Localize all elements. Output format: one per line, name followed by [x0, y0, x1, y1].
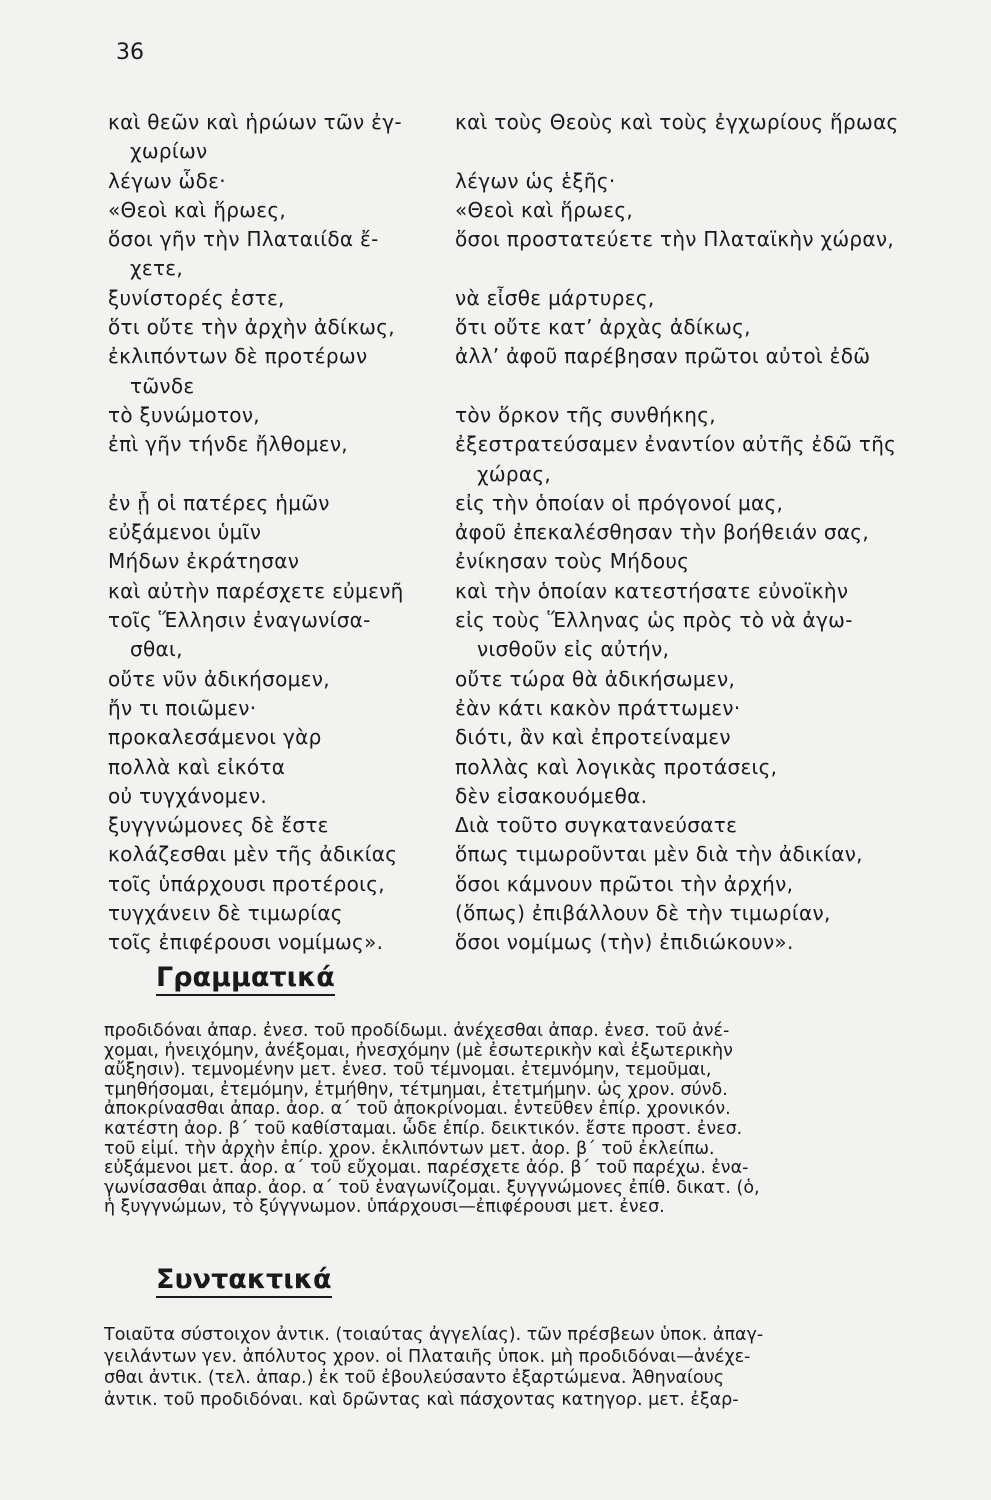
- translation-line: δὲν εἰσακουόμεθα.: [455, 783, 648, 808]
- grammar-heading: Γραμματικά: [156, 962, 335, 996]
- translation-line: καὶ τοὺς Θεοὺς καὶ τοὺς ἐγχωρίους ἥρωας: [455, 110, 899, 134]
- ancient-text-line: τὸ ξυνώμοτον,: [108, 402, 260, 427]
- ancient-text-line: καὶ θεῶν καὶ ἡρώων τῶν ἐγ-: [108, 110, 402, 134]
- translation-line: [455, 137, 965, 166]
- ancient-text-line: χωρίων: [130, 139, 208, 164]
- ancient-text-line: ἐν ᾗ οἱ πατέρες ἡμῶν: [108, 490, 330, 515]
- ancient-text-line: [108, 460, 448, 489]
- grammar-note-line: κατέστη ἀορ. β΄ τοῦ καθίσταμαι. ὧδε ἐπίρ. δεικτικόν. ἔστε προστ. ἐνεσ.: [104, 1118, 743, 1139]
- translation-line: [455, 254, 965, 283]
- page-number: 36: [116, 40, 144, 65]
- grammar-note-line: χομαι, ἠνειχόμην, ἀνέξομαι, ἠνεσχόμην (μὲ ἐσωτερικὴν καὶ ἐξωτερικὴν: [104, 1040, 733, 1061]
- translation-line: ὅσοι νομίμως (τὴν) ἐπιδιώκουν».: [455, 930, 794, 955]
- ancient-text-line: «Θεοὶ καὶ ἥρωες,: [108, 197, 287, 222]
- ancient-text-line: προκαλεσάμενοι γὰρ: [108, 725, 322, 750]
- syntax-heading: Συντακτικά: [156, 1264, 332, 1298]
- translation-line: διότι, ἂν καὶ ἐπροτείναμεν: [455, 725, 731, 750]
- ancient-text-line: κολάζεσθαι μὲν τῆς ἀδικίας: [108, 842, 398, 867]
- ancient-text-line: ὅσοι γῆν τὴν Πλαταιίδα ἔ-: [108, 227, 379, 252]
- syntax-note-line: ἀντικ. τοῦ προδιδόναι. καὶ δρῶντας καὶ πάσχοντας κατηγορ. μετ. ἐξαρ-: [104, 1389, 739, 1410]
- ancient-text-line: οὔτε νῦν ἀδικήσομεν,: [108, 666, 330, 691]
- translation-line: τὸν ὅρκον τῆς συνθήκης,: [455, 402, 716, 427]
- translation-line: νὰ εἶσθε μάρτυρες,: [455, 285, 655, 310]
- ancient-text-line: τοῖς ὑπάρχουσι προτέροις,: [108, 871, 385, 896]
- translation-line: ἐνίκησαν τοὺς Μήδους: [455, 549, 690, 574]
- syntax-note-line: Τοιαῦτα σύστοιχον ἀντικ. (τοιαύτας ἀγγελίας). τῶν πρέσβεων ὑποκ. ἀπαγ-: [104, 1325, 764, 1345]
- ancient-text-line: τῶνδε: [130, 373, 195, 398]
- translation-line: καὶ τὴν ὁποίαν κατεστήσατε εὐνοϊκὴν: [455, 578, 849, 603]
- ancient-text-line: ἤν τι ποιῶμεν·: [108, 695, 257, 720]
- grammar-note-line: ἡ ξυγγνώμων, τὸ ξύγγνωμον. ὑπάρχουσι—ἐπιφέρουσι μετ. ἐνεσ.: [104, 1197, 665, 1218]
- ancient-text-line: τοῖς Ἕλλησιν ἐναγωνίσα-: [108, 608, 371, 633]
- translation-line: [455, 372, 965, 401]
- translation-line: εἰς τοὺς Ἕλληνας ὡς πρὸς τὸ νὰ ἀγω-: [455, 608, 853, 633]
- translation-line: πολλὰς καὶ λογικὰς προτάσεις,: [455, 754, 778, 779]
- translation-line: ὅπως τιμωροῦνται μὲν διὰ τὴν ἀδικίαν,: [455, 842, 863, 867]
- translation-line: ἀφοῦ ἐπεκαλέσθησαν τὴν βοήθειάν σας,: [455, 520, 870, 545]
- ancient-text-line: εὐξάμενοι ὑμῖν: [108, 520, 262, 545]
- translation-line: ἐὰν κάτι κακὸν πράττωμεν·: [455, 695, 741, 720]
- translation-column: [455, 108, 965, 958]
- translation-line: οὔτε τώρα θὰ ἀδικήσωμεν,: [455, 666, 736, 691]
- grammar-notes: [104, 1022, 934, 1218]
- ancient-text-line: τοῖς ἐπιφέρουσι νομίμως».: [108, 930, 384, 955]
- grammar-note-line: τοῦ εἰμί. τὴν ἀρχὴν ἐπίρ. χρον. ἐκλιπόντων μετ. ἀορ. β΄ τοῦ ἐκλείπω.: [104, 1138, 715, 1159]
- ancient-text-line: ἐκλιπόντων δὲ προτέρων: [108, 344, 368, 369]
- grammar-note-line: αὔξησιν). τεμνομένην μετ. ἐνεσ. τοῦ τέμνομαι. ἐτεμνόμην, τεμοῦμαι,: [104, 1060, 712, 1081]
- translation-line: ὅσοι προστατεύετε τὴν Πλαταϊκὴν χώραν,: [455, 227, 894, 252]
- ancient-text-line: ξυνίστορές ἐστε,: [108, 285, 285, 310]
- ancient-text-line: χετε,: [130, 256, 184, 281]
- ancient-text-line: ξυγγνώμονες δὲ ἔστε: [108, 813, 329, 838]
- ancient-text-line: καὶ αὐτὴν παρέσχετε εὐμενῆ: [108, 578, 404, 603]
- syntax-note-line: γειλάντων γεν. ἀπόλυτος χρον. οἱ Πλαταιῆς ὑποκ. μὴ προδιδόναι—ἀνέχε-: [104, 1346, 751, 1367]
- translation-line: Διὰ τοῦτο συγκατανεύσατε: [455, 813, 738, 838]
- translation-line: ὅτι οὔτε κατ’ ἀρχὰς ἀδίκως,: [455, 315, 751, 340]
- ancient-text-line: τυγχάνειν δὲ τιμωρίας: [108, 901, 343, 926]
- translation-line: νισθοῦν εἰς αὐτήν,: [477, 637, 670, 662]
- ancient-text-column: [108, 108, 448, 958]
- ancient-text-line: Μήδων ἐκράτησαν: [108, 549, 300, 574]
- translation-line: λέγων ὡς ἑξῆς·: [455, 168, 616, 193]
- translation-line: εἰς τὴν ὁποίαν οἱ πρόγονοί μας,: [455, 490, 784, 515]
- translation-line: (ὅπως) ἐπιβάλλουν δὲ τὴν τιμωρίαν,: [455, 901, 831, 926]
- ancient-text-line: ὅτι οὔτε τὴν ἀρχὴν ἀδίκως,: [108, 315, 395, 340]
- ancient-text-line: σθαι,: [130, 637, 183, 662]
- grammar-note-line: εὐξάμενοι μετ. ἀορ. α΄ τοῦ εὔχομαι. παρέσχετε ἀόρ. β΄ τοῦ παρέχω. ἐνα-: [104, 1158, 749, 1179]
- ancient-text-line: ἐπὶ γῆν τήνδε ἤλθομεν,: [108, 432, 348, 457]
- ancient-text-line: οὐ τυγχάνομεν.: [108, 783, 268, 808]
- grammar-note-line: τμηθήσομαι, ἐτεμόμην, ἐτμήθην, τέτμημαι, ἐτετμήμην. ὡς χρον. σύνδ.: [104, 1079, 728, 1100]
- grammar-note-line: προδιδόναι ἀπαρ. ἐνεσ. τοῦ προδίδωμι. ἀνέχεσθαι ἀπαρ. ἐνεσ. τοῦ ἀνέ-: [104, 1021, 730, 1041]
- grammar-note-line: ἀποκρίνασθαι ἀπαρ. ἀορ. α΄ τοῦ ἀποκρίνομαι. ἐντεῦθεν ἐπίρ. χρονικόν.: [104, 1099, 731, 1120]
- translation-line: ἀλλ’ ἀφοῦ παρέβησαν πρῶτοι αὐτοὶ ἐδῶ: [455, 344, 871, 369]
- ancient-text-line: λέγων ὧδε·: [108, 168, 226, 193]
- grammar-note-line: γωνίσασθαι ἀπαρ. ἀορ. α΄ τοῦ ἐναγωνίζομαι. ξυγγνώμονες ἐπίθ. δικατ. (ὁ,: [104, 1177, 760, 1198]
- translation-line: ὅσοι κάμνουν πρῶτοι τὴν ἀρχήν,: [455, 871, 794, 896]
- ancient-text-line: πολλὰ καὶ εἰκότα: [108, 754, 286, 779]
- syntax-note-line: σθαι ἀντικ. (τελ. ἀπαρ.) ἐκ τοῦ ἐβουλεύσαντο ἐξαρτώμενα. Ἀθηναίους: [104, 1368, 725, 1388]
- translation-line: χώρας,: [477, 461, 552, 486]
- syntax-notes: [104, 1325, 934, 1411]
- translation-line: «Θεοὶ καὶ ἥρωες,: [455, 197, 634, 222]
- translation-line: ἐξεστρατεύσαμεν ἐναντίον αὐτῆς ἐδῶ τῆς: [455, 432, 897, 457]
